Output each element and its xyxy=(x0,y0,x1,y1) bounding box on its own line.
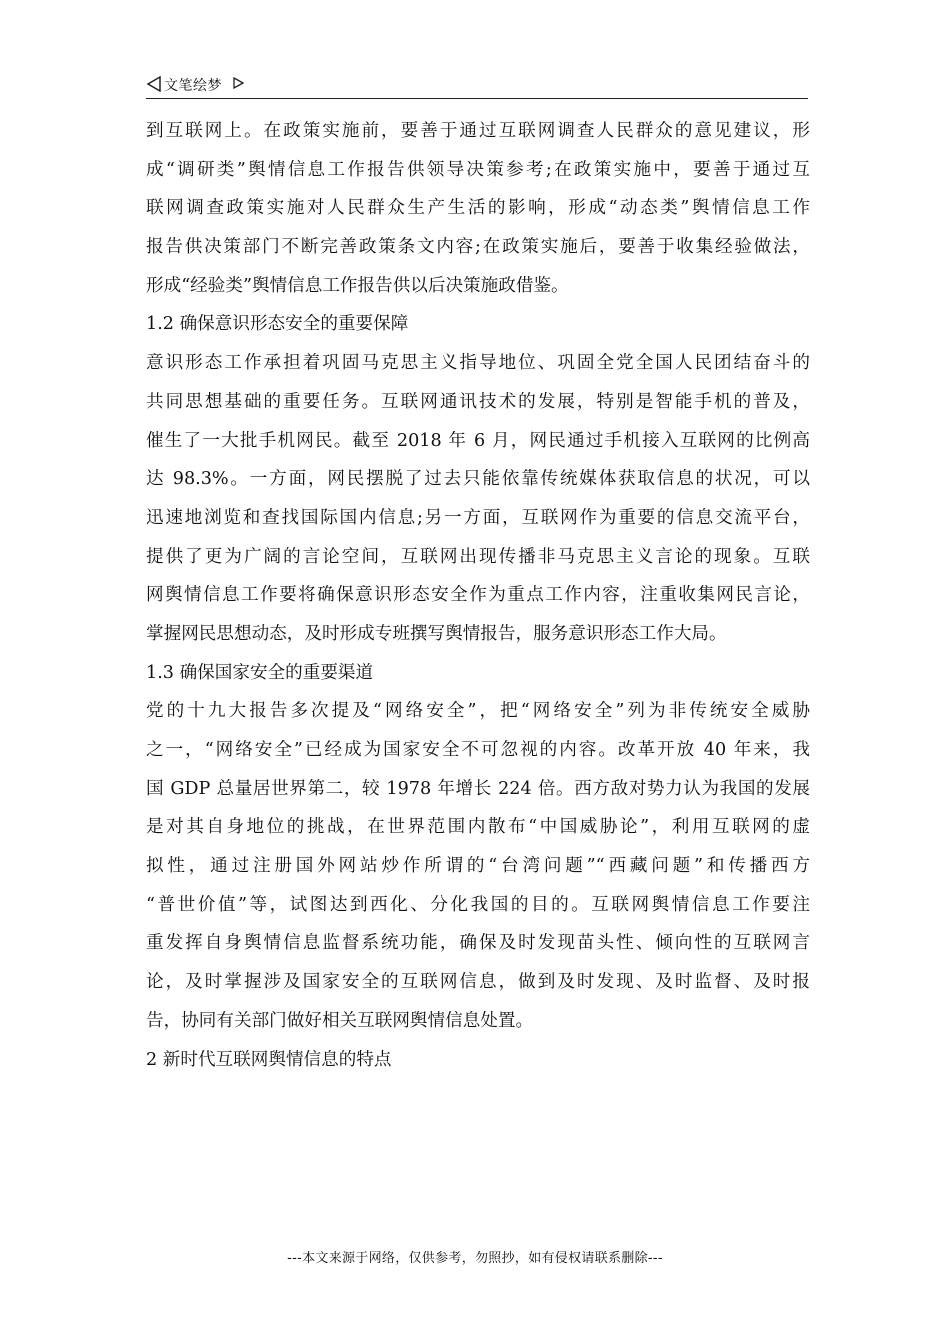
section-heading: 1.3 确保国家安全的重要渠道 xyxy=(146,662,374,683)
section-heading: 1.2 确保意识形态安全的重要保障 xyxy=(146,314,409,335)
text-line: 达 98.3%。一方面，网民摆脱了过去只能依靠传统媒体获取信息的状况，可以 xyxy=(146,469,810,490)
text-line: 拟性，通过注册国外网站炒作所谓的“台湾问题”“西藏问题”和传播西方 xyxy=(146,856,810,877)
text-line: 共同思想基础的重要任务。互联网通讯技术的发展，特别是智能手机的普及， xyxy=(146,391,810,412)
text-line: 到互联网上。在政策实施前，要善于通过互联网调查人民群众的意见建议，形 xyxy=(146,121,810,141)
text-line: 催生了一大批手机网民。截至 2018 年 6 月，网民通过手机接入互联网的比例高 xyxy=(146,430,810,451)
text-line: 网舆情信息工作要将确保意识形态安全作为重点工作内容，注重收集网民言论， xyxy=(146,585,810,606)
document-body xyxy=(146,112,810,1079)
text-line: 告，协同有关部门做好相关互联网舆情信息处置。 xyxy=(146,1010,534,1031)
footer-disclaimer: ---本文来源于网络，仅供参考，勿照抄，如有侵权请联系删除--- xyxy=(287,1251,663,1266)
text-line: 是对其自身地位的挑战，在世界范围内散布“中国威胁论”，利用互联网的虚 xyxy=(146,817,810,838)
text-line: 形成“经验类”舆情信息工作报告供以后决策施政借鉴。 xyxy=(146,275,569,296)
text-line: 论，及时掌握涉及国家安全的互联网信息，做到及时发现、及时监督、及时报 xyxy=(146,972,810,993)
section-heading: 2 新时代互联网舆情信息的特点 xyxy=(146,1049,392,1070)
text-line: 联网调查政策实施对人民群众生产生活的影响，形成“动态类”舆情信息工作 xyxy=(146,198,810,219)
text-line: 党的十九大报告多次提及“网络安全”，把“网络安全”列为非传统安全威胁 xyxy=(146,701,810,722)
page-header xyxy=(146,72,808,99)
text-line: 提供了更为广阔的言论空间，互联网出现传播非马克思主义言论的现象。互联 xyxy=(146,546,810,567)
text-line: 报告供决策部门不断完善政策条文内容;在政策实施后，要善于收集经验做法， xyxy=(146,237,810,258)
text-line: 重发挥自身舆情信息监督系统功能，确保及时发现苗头性、倾向性的互联网言 xyxy=(146,933,810,954)
header-title: 文笔绘梦 xyxy=(164,78,222,94)
text-line: 迅速地浏览和查找国际国内信息;另一方面，互联网作为重要的信息交流平台， xyxy=(146,507,810,528)
left-triangle-icon xyxy=(146,76,162,92)
text-line: “普世价值”等，试图达到西化、分化我国的目的。互联网舆情信息工作要注 xyxy=(146,894,810,915)
right-triangle-icon xyxy=(232,77,244,89)
text-line: 掌握网民思想动态，及时形成专班撰写舆情报告，服务意识形态工作大局。 xyxy=(146,623,727,644)
text-line: 意识形态工作承担着巩固马克思主义指导地位、巩固全党全国人民团结奋斗的 xyxy=(146,353,810,374)
text-line: 国 GDP 总量居世界第二，较 1978 年增长 224 倍。西方敌对势力认为我国的发展 xyxy=(146,778,810,799)
text-line: 成“调研类”舆情信息工作报告供领导决策参考;在政策实施中，要善于通过互 xyxy=(146,159,810,180)
text-line: 之一，“网络安全”已经成为国家安全不可忽视的内容。改革开放 40 年来，我 xyxy=(146,740,810,760)
